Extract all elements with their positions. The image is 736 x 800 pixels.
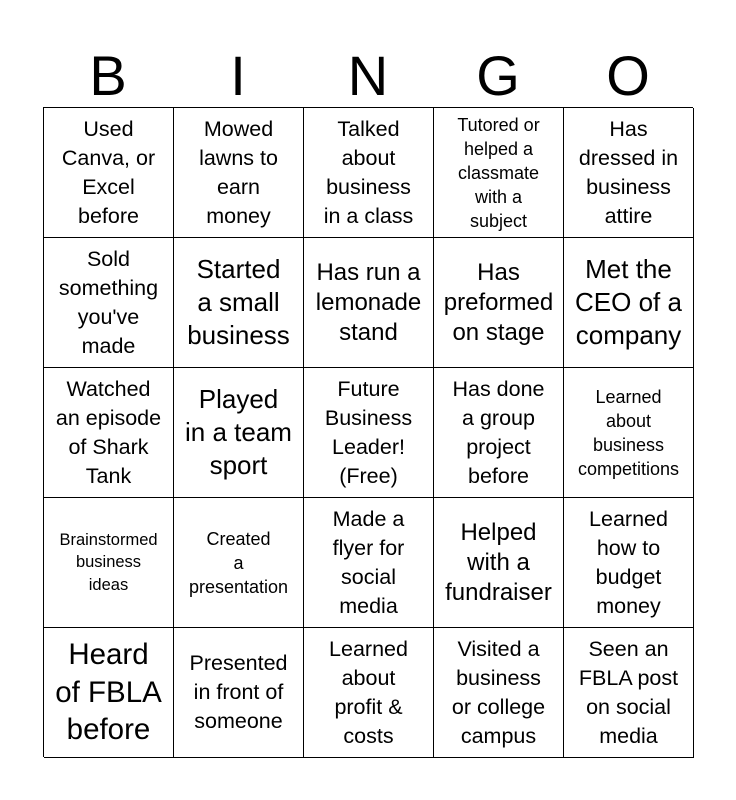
cell-text: Future Business Leader! (Free): [324, 376, 413, 488]
header-letter-i: I: [230, 44, 246, 107]
bingo-cell-n1[interactable]: [304, 108, 434, 238]
cell-text: Played in a team sport: [185, 384, 292, 480]
bingo-cell-g5[interactable]: [434, 628, 564, 758]
bingo-cell-g3[interactable]: [434, 368, 564, 498]
header-letter-b: B: [89, 44, 127, 107]
cell-text: Brainstormed business ideas: [59, 530, 158, 594]
bingo-cell-n4[interactable]: [304, 498, 434, 628]
cell-text: Watched an episode of Shark Tank: [55, 376, 162, 488]
cell-text: Has dressed in business attire: [578, 116, 679, 228]
bingo-cell-b4[interactable]: [44, 498, 174, 628]
bingo-cell-o2[interactable]: [564, 238, 694, 368]
cell-text: Has done a group project before: [452, 376, 545, 488]
cell-text: Learned about business competitions: [577, 386, 680, 479]
cell-text: Visited a business or college campus: [451, 636, 546, 748]
bingo-cell-n5[interactable]: [304, 628, 434, 758]
cell-text: Heard of FBLA before: [55, 638, 162, 747]
cell-text: Started a small business: [187, 254, 290, 350]
bingo-cell-i1[interactable]: [174, 108, 304, 238]
cell-text: Has run a lemonade stand: [315, 258, 422, 346]
bingo-cell-o4[interactable]: [564, 498, 694, 628]
cell-text: Presented in front of someone: [189, 651, 288, 733]
bingo-cell-g1[interactable]: [434, 108, 564, 238]
bingo-cell-g4[interactable]: [434, 498, 564, 628]
bingo-cell-i3[interactable]: [174, 368, 304, 498]
bingo-cell-o1[interactable]: [564, 108, 694, 238]
bingo-board: [43, 107, 693, 757]
cell-text: Created a presentation: [188, 528, 289, 597]
cell-text: Met the CEO of a company: [575, 254, 682, 350]
header-letter-n: N: [347, 44, 389, 107]
bingo-cell-o5[interactable]: [564, 628, 694, 758]
bingo-cell-i5[interactable]: [174, 628, 304, 758]
bingo-cell-i4[interactable]: [174, 498, 304, 628]
cell-text: Mowed lawns to earn money: [199, 116, 278, 228]
cell-text: Made a flyer for social media: [332, 506, 405, 618]
bingo-cell-g2[interactable]: [434, 238, 564, 368]
bingo-cell-n2[interactable]: [304, 238, 434, 368]
bingo-cell-b5[interactable]: [44, 628, 174, 758]
cell-text: Seen an FBLA post on social media: [578, 636, 679, 748]
bingo-cell-b1[interactable]: [44, 108, 174, 238]
bingo-cell-b3[interactable]: [44, 368, 174, 498]
cell-text: Used Canva, or Excel before: [61, 116, 156, 228]
cell-text: Tutored or helped a classmate with a subject: [457, 114, 540, 231]
bingo-cell-o3[interactable]: [564, 368, 694, 498]
cell-text: Helped with a fundraiser: [445, 518, 552, 606]
cell-text: Sold something you've made: [58, 246, 159, 358]
cell-text: Learned how to budget money: [589, 506, 668, 618]
header-letter-o: O: [606, 44, 650, 107]
bingo-cell-b2[interactable]: [44, 238, 174, 368]
bingo-header: [43, 44, 693, 108]
header-letter-g: G: [476, 44, 520, 107]
cell-text: Has preformed on stage: [443, 258, 554, 346]
bingo-cell-i2[interactable]: [174, 238, 304, 368]
cell-text: Talked about business in a class: [323, 116, 414, 228]
bingo-cell-n3[interactable]: [304, 368, 434, 498]
cell-text: Learned about profit & costs: [329, 636, 408, 748]
